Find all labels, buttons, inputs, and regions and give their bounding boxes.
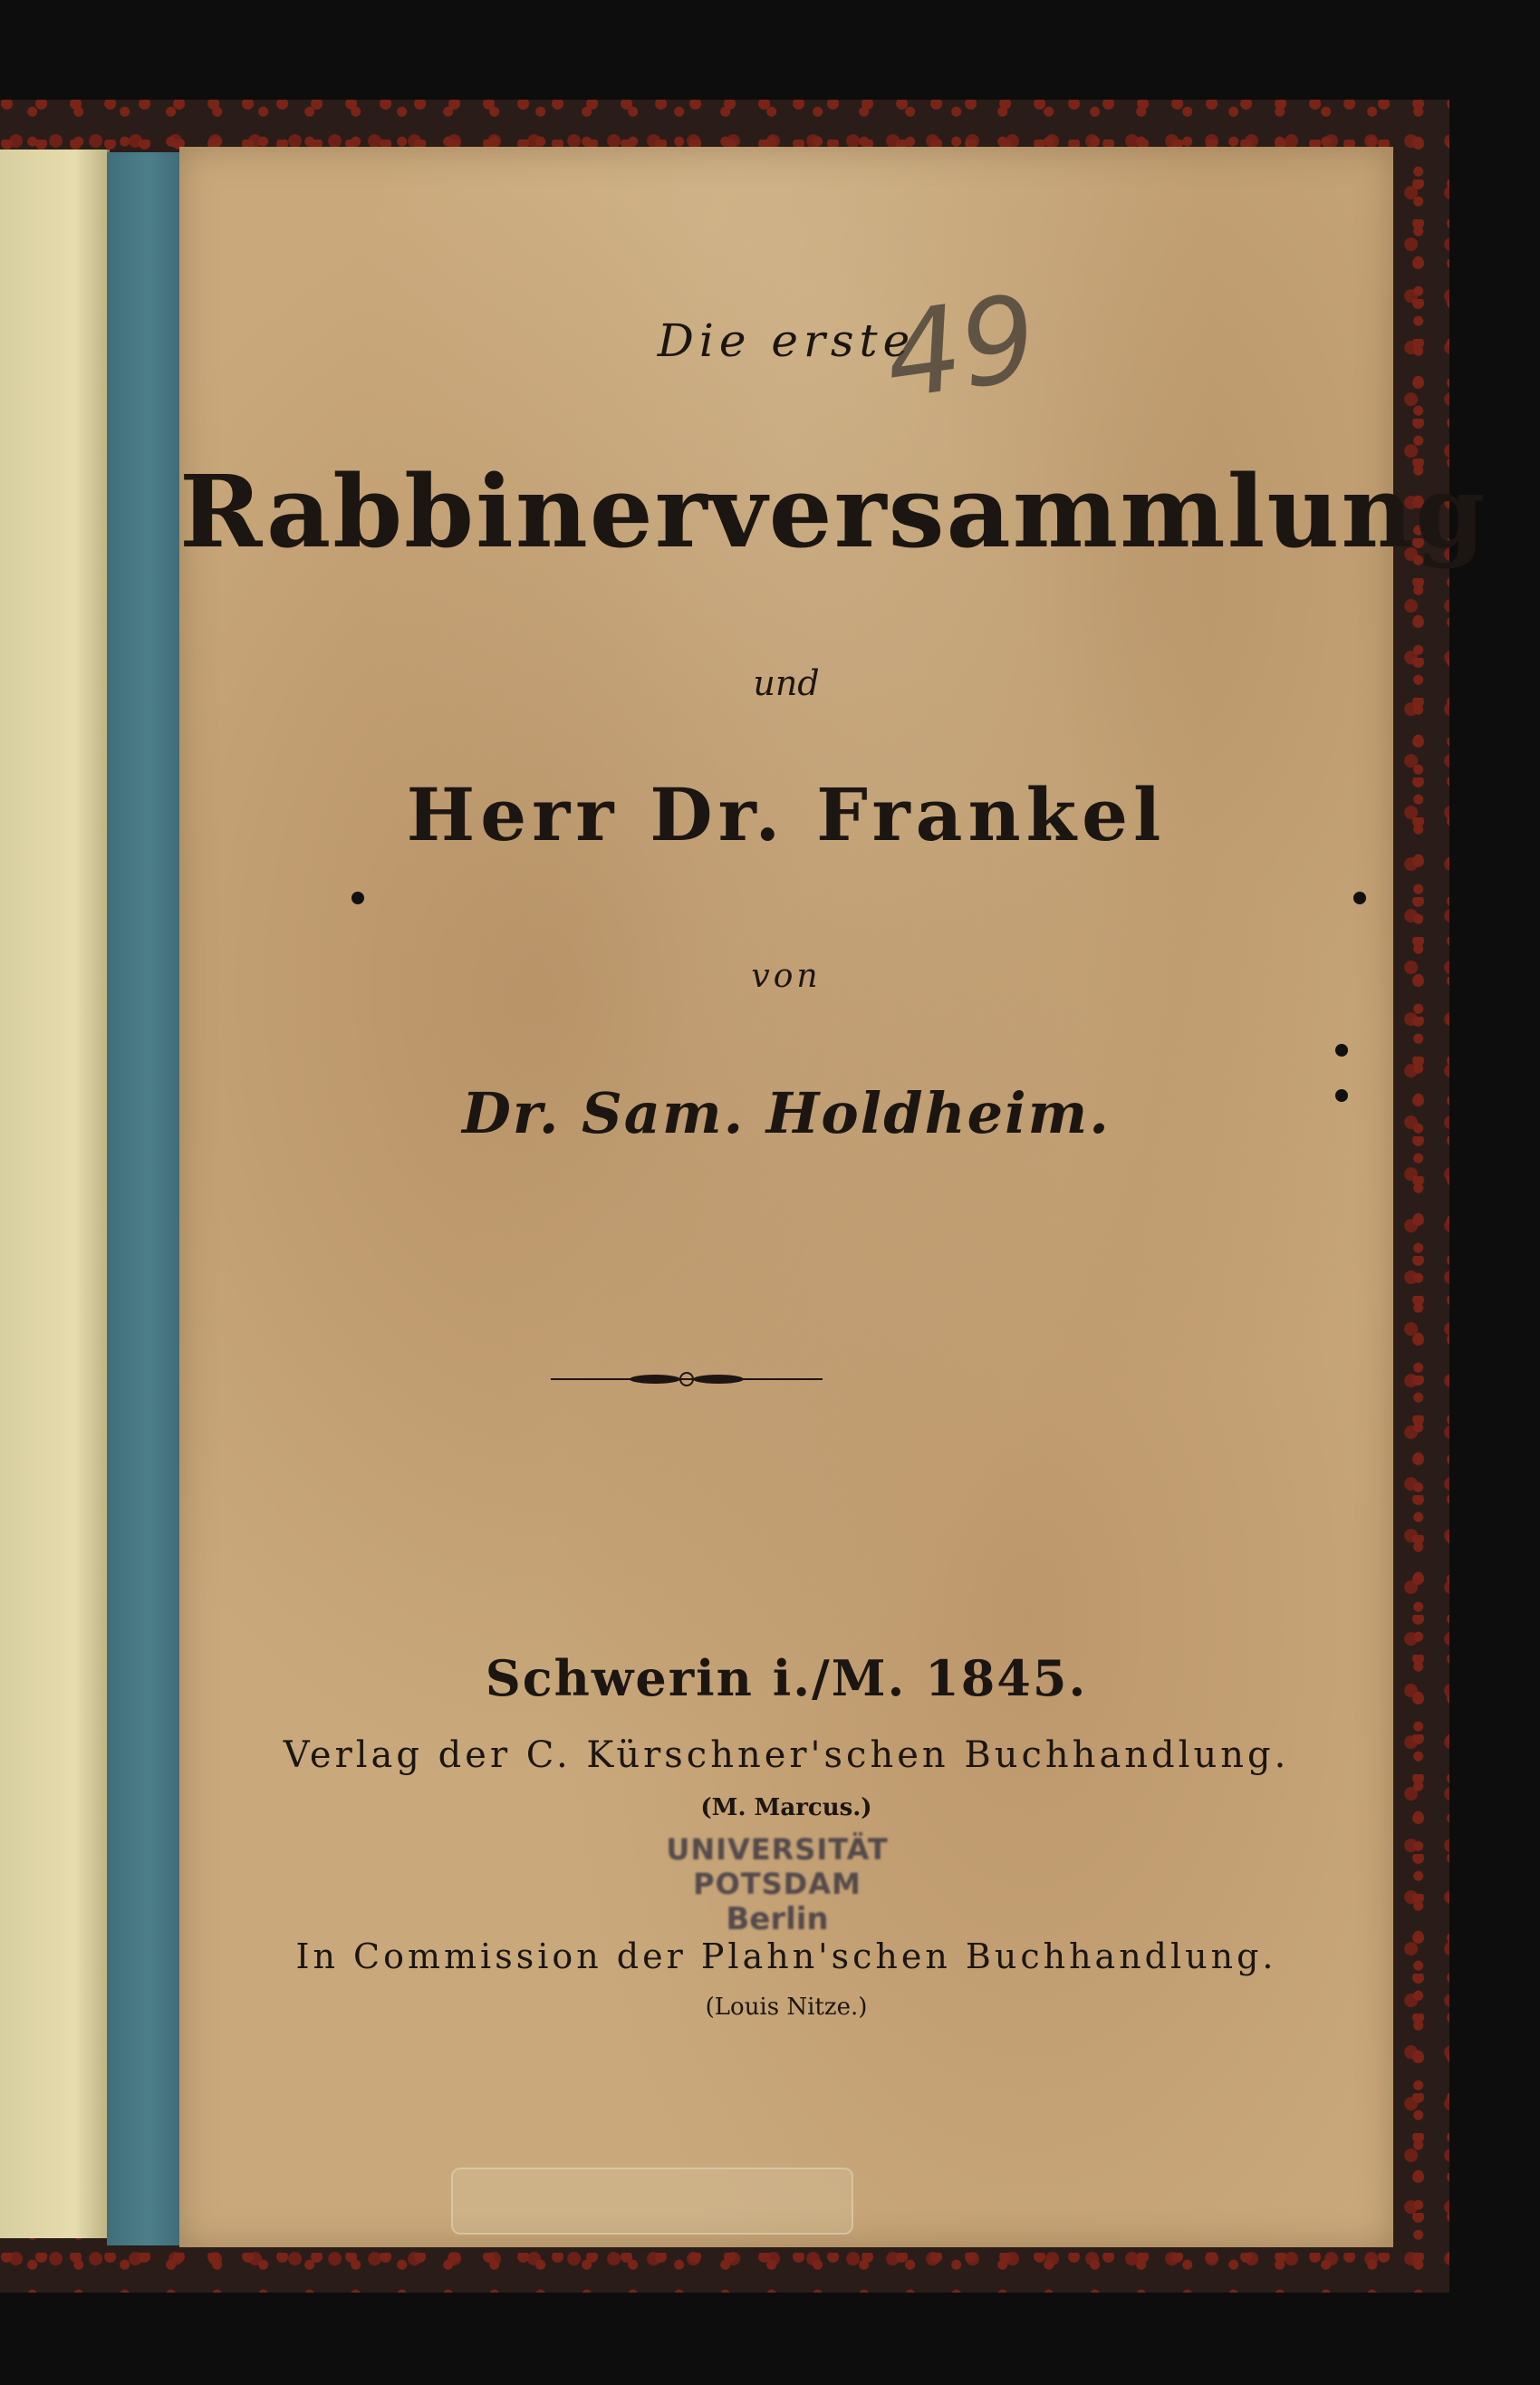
title-conjunction: und bbox=[753, 663, 820, 703]
stamp-line-2: Berlin bbox=[726, 1901, 829, 1937]
author-preposition: von bbox=[751, 958, 822, 995]
publisher-note: (M. Marcus.) bbox=[700, 1794, 872, 1821]
stamp-line-1: UNIVERSITÄT POTSDAM bbox=[666, 1832, 889, 1901]
blue-spine-strip bbox=[107, 152, 190, 2245]
title-page bbox=[179, 147, 1487, 2247]
title-line-die-erste: Die erste bbox=[657, 314, 916, 367]
publisher-line: Verlag der C. Kürschner'schen Buchhandlung. bbox=[283, 1734, 1290, 1776]
binding-hole-icon bbox=[1353, 892, 1366, 904]
binding-hole-icon bbox=[1335, 1044, 1348, 1057]
commission-note: (Louis Nitze.) bbox=[705, 1994, 868, 2021]
commission-line: In Commission der Plahn'schen Buchhandlung. bbox=[295, 1936, 1277, 1976]
binding-hole-icon bbox=[351, 892, 364, 904]
library-stamp bbox=[578, 1832, 977, 1937]
left-endpaper bbox=[0, 150, 110, 2238]
subtitle: Herr Dr. Frankel bbox=[406, 772, 1167, 857]
place-and-year: Schwerin i./M. 1845. bbox=[485, 1649, 1088, 1707]
main-title: Rabbinerversammlung bbox=[179, 453, 1487, 570]
author-name: Dr. Sam. Holdheim. bbox=[462, 1080, 1111, 1146]
ornament-rule-icon bbox=[551, 1370, 823, 1388]
handwritten-number: 49 bbox=[877, 268, 1045, 426]
tape-residue bbox=[451, 2168, 853, 2235]
binding-hole-icon bbox=[1335, 1089, 1348, 1102]
